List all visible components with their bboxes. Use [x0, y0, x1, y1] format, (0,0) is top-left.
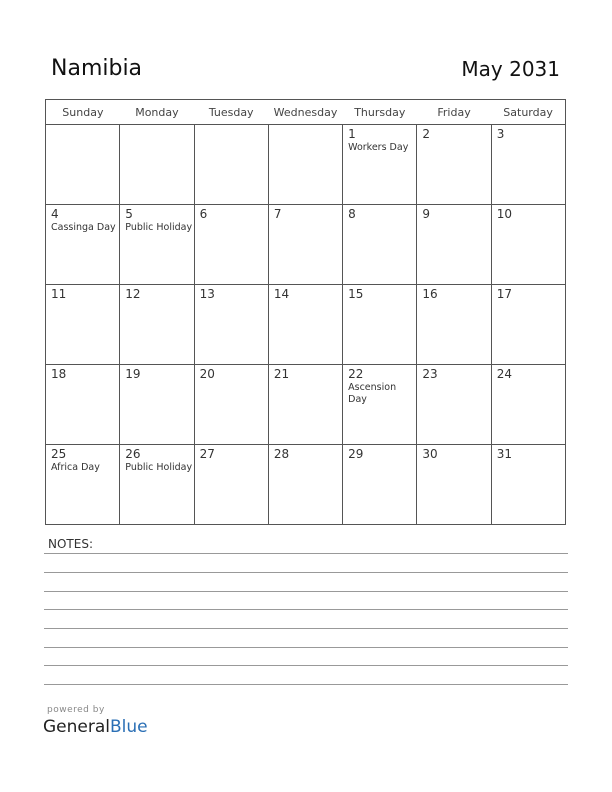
weekday-header-row — [46, 100, 566, 125]
day-cell — [268, 125, 342, 205]
day-cell — [417, 285, 491, 365]
day-cell — [268, 365, 342, 445]
note-line — [44, 572, 568, 573]
day-cell — [194, 445, 268, 525]
week-row-1 — [46, 125, 566, 205]
weekday-saturday: Saturday — [491, 100, 565, 125]
day-cell — [343, 365, 417, 445]
day-number: 23 — [422, 367, 438, 381]
day-number: 13 — [199, 287, 215, 301]
day-number: 2 — [422, 127, 431, 141]
holiday-label: Ascension Day — [348, 382, 397, 405]
day-number: 17 — [496, 287, 512, 301]
note-line — [44, 684, 568, 685]
week-row-2 — [46, 205, 566, 285]
holiday-label: Public Holiday — [125, 462, 193, 473]
day-cell — [194, 125, 268, 205]
weekday-friday: Friday — [417, 100, 491, 125]
weekday-sunday: Sunday — [46, 100, 120, 125]
day-number: 30 — [422, 447, 438, 461]
note-line — [44, 647, 568, 648]
day-number: 3 — [496, 127, 505, 141]
holiday-label: Workers Day — [348, 142, 409, 153]
day-cell — [343, 125, 417, 205]
note-line — [44, 628, 568, 629]
day-cell — [120, 285, 194, 365]
notes-label: NOTES: — [48, 537, 93, 551]
note-line — [44, 553, 568, 554]
day-number: 12 — [125, 287, 141, 301]
day-cell — [268, 445, 342, 525]
country-title: Namibia — [51, 56, 143, 81]
day-number: 27 — [199, 447, 215, 461]
day-number: 11 — [51, 287, 67, 301]
calendar-grid — [45, 99, 566, 525]
day-cell — [417, 205, 491, 285]
day-number: 10 — [496, 207, 512, 221]
day-cell — [343, 205, 417, 285]
day-cell — [120, 125, 194, 205]
day-number: 5 — [125, 207, 133, 221]
day-cell — [194, 365, 268, 445]
day-number: 18 — [51, 367, 67, 381]
note-line — [44, 609, 568, 610]
day-cell — [194, 205, 268, 285]
day-cell — [343, 445, 417, 525]
week-row-3 — [46, 285, 566, 365]
generalblue-logo — [43, 717, 148, 737]
note-line — [44, 665, 568, 666]
day-cell — [194, 285, 268, 365]
day-cell — [491, 125, 565, 205]
brand-general: General — [43, 717, 110, 737]
week-row-4 — [46, 365, 566, 445]
day-number: 8 — [348, 207, 356, 221]
day-cell — [417, 125, 491, 205]
day-number: 29 — [348, 447, 364, 461]
note-line — [44, 591, 568, 592]
day-number: 31 — [496, 447, 512, 461]
day-number: 1 — [348, 127, 356, 141]
day-number: 16 — [422, 287, 438, 301]
day-number: 6 — [199, 207, 208, 221]
day-number: 15 — [348, 287, 364, 301]
month-year-title: May 2031 — [461, 57, 560, 81]
day-cell — [268, 285, 342, 365]
day-number: 19 — [125, 367, 141, 381]
day-number: 21 — [273, 367, 290, 381]
day-cell — [46, 365, 120, 445]
day-cell — [417, 445, 491, 525]
weekday-wednesday: Wednesday — [268, 100, 342, 125]
day-number: 24 — [496, 367, 512, 381]
day-cell — [120, 205, 194, 285]
day-cell — [491, 445, 565, 525]
weekday-monday: Monday — [120, 100, 194, 125]
day-number: 4 — [51, 207, 59, 221]
day-cell — [46, 445, 120, 525]
day-number: 14 — [273, 287, 290, 301]
holiday-label: Cassinga Day — [51, 222, 116, 233]
day-cell — [268, 205, 342, 285]
day-cell — [46, 125, 120, 205]
day-number: 28 — [273, 447, 290, 461]
day-cell — [491, 205, 565, 285]
week-row-5 — [46, 445, 566, 525]
day-number: 9 — [422, 207, 431, 221]
day-number: 20 — [199, 367, 215, 381]
day-cell — [491, 365, 565, 445]
day-cell — [120, 445, 194, 525]
day-cell — [120, 365, 194, 445]
day-number: 7 — [273, 207, 282, 221]
day-number: 22 — [348, 367, 364, 381]
day-cell — [46, 205, 120, 285]
day-cell — [417, 365, 491, 445]
day-number: 25 — [51, 447, 67, 461]
holiday-label: Public Holiday — [125, 222, 193, 233]
weekday-thursday: Thursday — [343, 100, 417, 125]
day-number: 26 — [125, 447, 141, 461]
day-cell — [46, 285, 120, 365]
powered-by-text: powered by — [47, 705, 105, 715]
day-cell — [491, 285, 565, 365]
holiday-label: Africa Day — [51, 462, 100, 473]
weekday-tuesday: Tuesday — [194, 100, 268, 125]
brand-blue: Blue — [110, 717, 148, 737]
day-cell — [343, 285, 417, 365]
